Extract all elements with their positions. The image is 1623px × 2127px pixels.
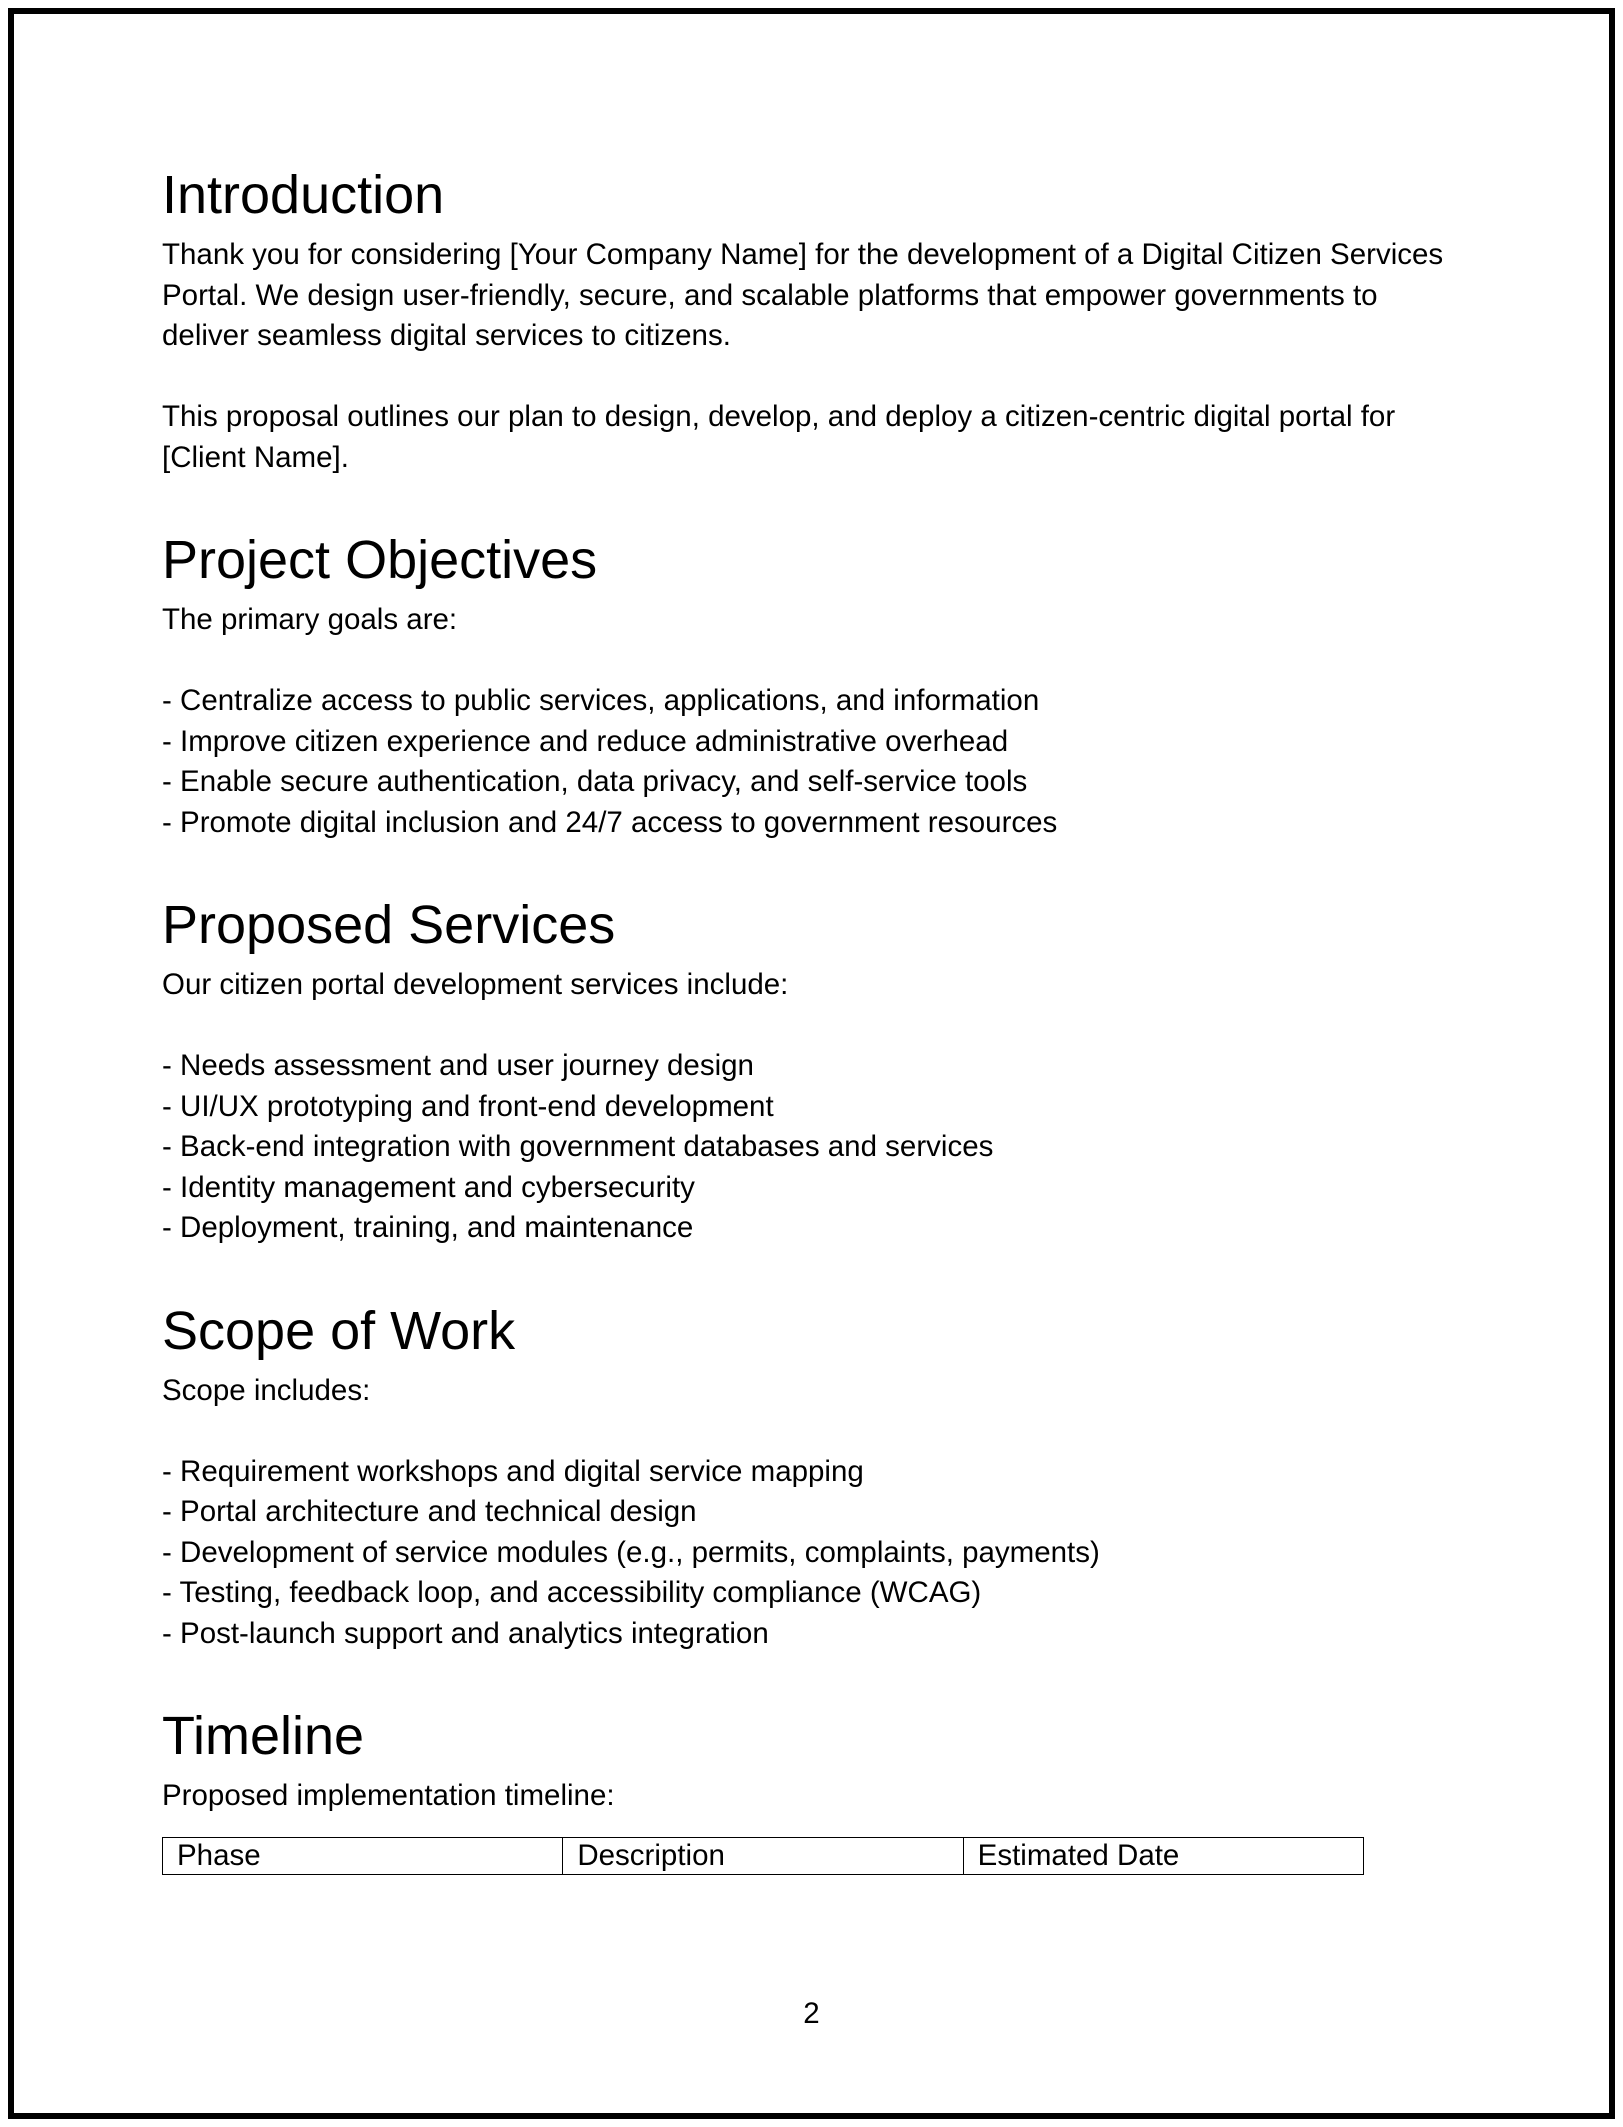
column-header-estimated-date: Estimated Date bbox=[963, 1837, 1363, 1874]
page-number: 2 bbox=[803, 1997, 820, 2030]
list-item: - Improve citizen experience and reduce administrative overhead bbox=[162, 724, 1009, 758]
list-item: - Promote digital inclusion and 24/7 access to government resources bbox=[162, 805, 1058, 839]
introduction-paragraph-1: Thank you for considering [Your Company Name] for the development of a Digital Citizen Services Portal. We design user-friendly, secure, and scalable platforms that empower governments to deliver seamless digital services to citizens. bbox=[162, 238, 1444, 352]
objectives-lead: The primary goals are: bbox=[162, 603, 458, 636]
column-header-phase: Phase bbox=[163, 1837, 563, 1874]
objectives-heading: Project Objectives bbox=[162, 530, 598, 590]
document-body bbox=[162, 155, 1462, 1875]
list-item: - Testing, feedback loop, and accessibility compliance (WCAG) bbox=[162, 1576, 982, 1609]
list-item: - Development of service modules (e.g., permits, complaints, payments) bbox=[162, 1535, 1100, 1569]
list-item: - Back-end integration with government databases and services bbox=[162, 1130, 994, 1163]
scope-list bbox=[162, 1452, 1462, 1655]
scope-lead: Scope includes: bbox=[162, 1373, 371, 1407]
list-item: - Post-launch support and analytics integration bbox=[162, 1616, 769, 1650]
services-heading: Proposed Services bbox=[162, 895, 616, 955]
list-item: - Deployment, training, and maintenance bbox=[162, 1211, 694, 1244]
scope-heading: Scope of Work bbox=[162, 1300, 516, 1361]
list-item: - Identity management and cybersecurity bbox=[162, 1170, 695, 1204]
table-header-row bbox=[163, 1837, 1364, 1874]
introduction-paragraph-2: This proposal outlines our plan to design, develop, and deploy a citizen-centric digital portal for [Client Name]. bbox=[162, 400, 1396, 474]
introduction-heading: Introduction bbox=[162, 165, 445, 225]
timeline-heading: Timeline bbox=[162, 1706, 365, 1766]
column-header-description: Description bbox=[563, 1837, 963, 1874]
timeline-table bbox=[162, 1837, 1364, 1875]
list-item: - UI/UX prototyping and front-end development bbox=[162, 1089, 774, 1123]
list-item: - Needs assessment and user journey design bbox=[162, 1049, 754, 1082]
list-item: - Enable secure authentication, data privacy, and self-service tools bbox=[162, 765, 1028, 798]
services-list bbox=[162, 1046, 1462, 1249]
list-item: - Requirement workshops and digital service mapping bbox=[162, 1454, 864, 1488]
list-item: - Portal architecture and technical design bbox=[162, 1495, 697, 1528]
services-lead: Our citizen portal development services include: bbox=[162, 968, 789, 1001]
timeline-lead: Proposed implementation timeline: bbox=[162, 1779, 615, 1812]
objectives-list bbox=[162, 681, 1462, 843]
list-item: - Centralize access to public services, applications, and information bbox=[162, 684, 1040, 717]
